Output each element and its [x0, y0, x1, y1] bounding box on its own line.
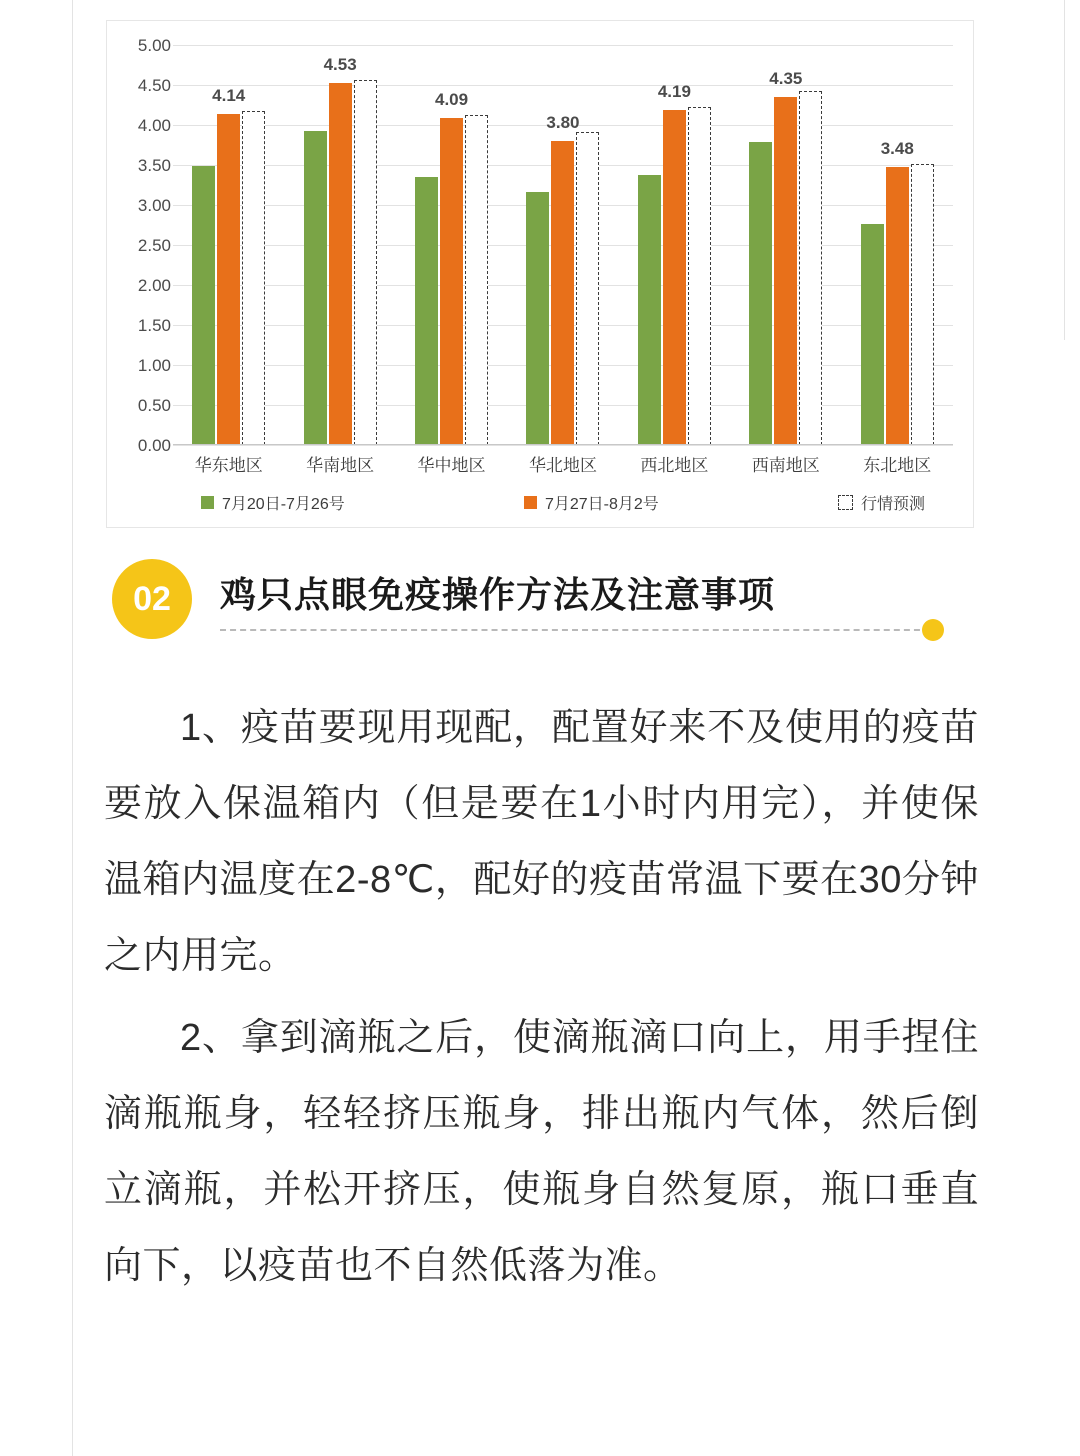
- chart-bar: [217, 114, 240, 445]
- chart-value-label: 3.48: [880, 138, 914, 158]
- chart-bar-group: [396, 45, 507, 445]
- chart-bar: [774, 97, 797, 445]
- divider-end-dot-icon: [922, 619, 944, 641]
- legend-label: 7月27日-8月2号: [544, 496, 659, 513]
- chart-y-tick-label: 2.00: [137, 276, 171, 295]
- legend-item-series3: [838, 491, 925, 514]
- section-title: 鸡只点眼免疫操作方法及注意事项: [220, 574, 776, 615]
- chart-y-tick-label: 4.00: [137, 116, 171, 135]
- chart-bar: [551, 141, 574, 445]
- chart-y-tick-label: 0.00: [137, 436, 171, 455]
- chart-bar-groups: [173, 45, 953, 445]
- chart-bar: [526, 192, 549, 445]
- chart-x-tick-labels: [173, 451, 953, 476]
- chart-bar: [799, 91, 822, 445]
- chart-bar: [440, 118, 463, 445]
- chart-plot-area: [137, 36, 953, 455]
- price-forecast-bar-chart: [106, 20, 974, 528]
- chart-bar: [688, 107, 711, 445]
- section-divider: [220, 629, 930, 631]
- paragraph-2: 2、拿到滴瓶之后，使滴瓶滴口向上，用手捏住滴瓶瓶身，轻轻挤压瓶身，排出瓶内气体，然后倒立滴瓶，并松开挤压，使瓶身自然复原，瓶口垂直向下，以疫苗也不自然低落为准。: [104, 1017, 979, 1287]
- chart-bar-group: [284, 45, 395, 445]
- chart-bar: [911, 164, 934, 445]
- legend-swatch-icon: [524, 496, 537, 509]
- chart-y-tick-label: 3.50: [137, 156, 171, 175]
- chart-x-tick-label: 华东地区: [194, 456, 263, 475]
- chart-bars: [730, 45, 841, 445]
- chart-gridline: [173, 445, 953, 446]
- chart-value-label: 4.53: [323, 54, 357, 74]
- chart-x-tick-label: 西北地区: [640, 456, 709, 475]
- chart-x-tick-label: 东北地区: [863, 456, 932, 475]
- chart-x-axis: [173, 444, 953, 445]
- chart-value-label: 4.35: [769, 69, 803, 88]
- page-right-rule: [1064, 0, 1065, 340]
- chart-legend: [173, 491, 953, 514]
- chart-value-label: 3.80: [546, 113, 580, 132]
- legend-label: 7月20日-7月26号: [222, 496, 345, 513]
- chart-bar-group: [730, 45, 841, 445]
- chart-value-label: 4.19: [657, 81, 691, 101]
- section-heading: [112, 553, 962, 649]
- chart-bars: [173, 45, 284, 445]
- chart-x-tick-label: 华北地区: [528, 456, 597, 475]
- chart-bar-group: [842, 45, 953, 445]
- chart-x-tick-label: 华中地区: [417, 456, 486, 475]
- chart-bars: [507, 45, 618, 445]
- legend-swatch-icon: [838, 495, 853, 510]
- legend-item-series2: [524, 491, 659, 514]
- article-body: [104, 690, 979, 1310]
- chart-bar: [861, 224, 884, 445]
- chart-bar: [304, 131, 327, 445]
- chart-y-tick-label: 2.50: [137, 236, 171, 255]
- chart-bars: [619, 45, 730, 445]
- chart-bar: [663, 110, 686, 445]
- chart-bar: [749, 142, 772, 445]
- chart-y-tick-label: 3.00: [137, 196, 171, 215]
- chart-y-tick-label: 0.50: [137, 396, 171, 415]
- chart-bars: [842, 45, 953, 445]
- chart-y-tick-label: 1.00: [137, 356, 171, 375]
- chart-bar-group: [507, 45, 618, 445]
- chart-bar: [465, 115, 488, 445]
- chart-bar: [415, 177, 438, 445]
- chart-y-tick-label: 5.00: [137, 36, 171, 55]
- legend-item-series1: [201, 491, 345, 514]
- chart-value-label: 4.09: [435, 89, 469, 109]
- chart-x-tick-label: 西南地区: [751, 456, 820, 475]
- chart-bar: [242, 111, 265, 445]
- chart-y-tick-label: 1.50: [137, 316, 171, 335]
- legend-label: 行情预测: [860, 496, 925, 513]
- chart-bars: [284, 45, 395, 445]
- chart-bar: [192, 166, 215, 445]
- chart-bar: [354, 80, 377, 445]
- chart-y-tick-label: 4.50: [137, 76, 171, 95]
- chart-bar: [886, 167, 909, 445]
- legend-swatch-icon: [201, 496, 214, 509]
- paragraph-1: 1、疫苗要现用现配，配置好来不及使用的疫苗要放入保温箱内（但是要在1小时内用完），并使保温箱内温度在2-8℃，配好的疫苗常温下要在30分钟之内用完。: [104, 707, 979, 977]
- chart-bar: [638, 175, 661, 445]
- chart-bar: [576, 132, 599, 445]
- chart-bar: [329, 83, 352, 445]
- chart-value-label: 4.14: [212, 85, 246, 105]
- chart-bar-group: [619, 45, 730, 445]
- page-left-rule: [72, 0, 73, 1456]
- chart-x-tick-label: 华南地区: [306, 456, 375, 475]
- section-number-badge: 02: [112, 559, 192, 639]
- chart-bar-group: [173, 45, 284, 445]
- chart-bars: [396, 45, 507, 445]
